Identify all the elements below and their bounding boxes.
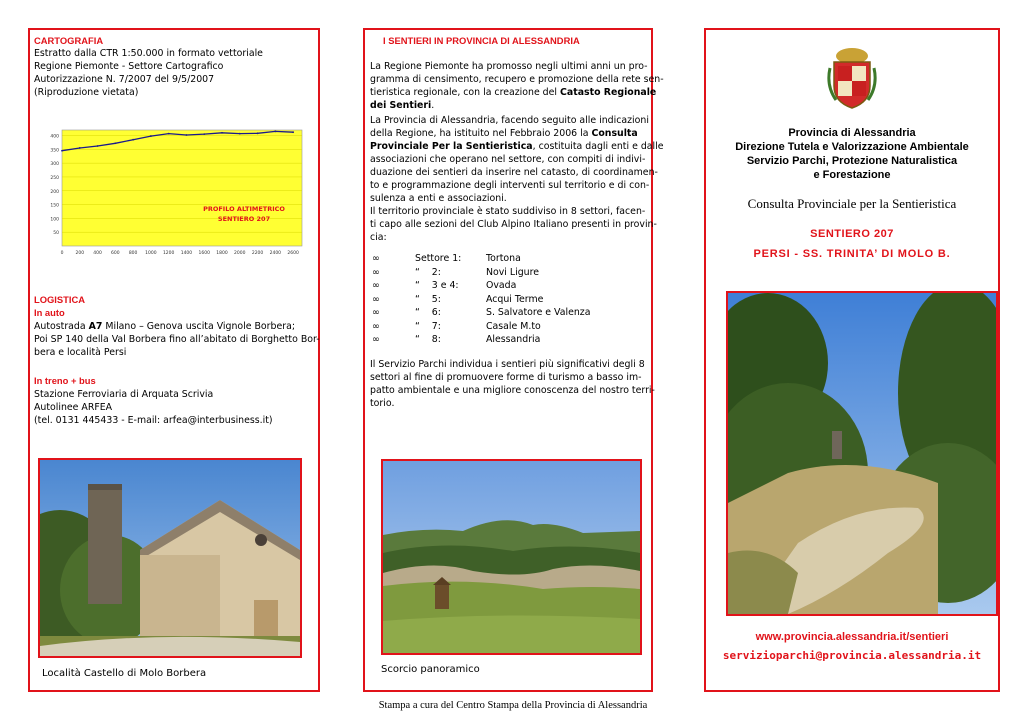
sector-bullet-icon: ∞ xyxy=(372,307,380,318)
route-name: PERSI - SS. TRINITA’ DI MOLO B. xyxy=(753,248,951,260)
org-line: Servizio Parchi, Protezione Naturalistica xyxy=(746,155,958,167)
treno-line: Autolinee ARFEA xyxy=(34,402,113,413)
sector-name: Alessandria xyxy=(486,334,541,345)
text-line: ti capo alle sezioni del Club Alpino Italiano presenti in provin- xyxy=(370,219,657,230)
text-line: settori al fine di promuovere forme di turismo a basso im- xyxy=(370,372,642,383)
chart-point xyxy=(257,132,259,134)
auto-line: bera e località Persi xyxy=(34,347,127,358)
sector-label: “ 6: xyxy=(415,307,441,318)
cartografia-line: Regione Piemonte - Settore Cartografico xyxy=(34,61,224,72)
coat-of-arms-icon xyxy=(826,46,878,110)
sector-label: Settore 1: xyxy=(415,253,462,264)
chart-xtick-label: 2400 xyxy=(269,251,282,256)
chart-xtick-label: 2600 xyxy=(287,251,299,256)
text-line: La Provincia di Alessandria, facendo seguito alle indicazioni xyxy=(370,115,649,126)
trail-photo xyxy=(726,291,998,616)
sector-name: Novi Ligure xyxy=(486,266,540,278)
text-line: patto ambientale e una migliore conoscenza del nostro terri- xyxy=(370,385,655,396)
church-photo xyxy=(38,458,302,658)
chart-ytick-label: 250 xyxy=(50,175,59,181)
text-line: La Regione Piemonte ha promosso negli ultimi anni un pro- xyxy=(370,61,648,72)
consulta-title: Consulta Provinciale per la Sentieristica xyxy=(747,196,957,211)
text-line: gramma di censimento, recupero e promozione della rete sen- xyxy=(370,74,664,85)
chart-ytick-label: 300 xyxy=(50,162,59,168)
chart-point xyxy=(239,133,241,135)
org-line: e Forestazione xyxy=(813,169,891,181)
sector-label: “ 5: xyxy=(415,293,441,305)
middle-title: I SENTIERI IN PROVINCIA DI ALESSANDRIA xyxy=(383,35,580,46)
chart-point xyxy=(132,139,134,141)
cartografia-line: Autorizzazione N. 7/2007 del 9/5/2007 xyxy=(34,74,215,85)
chart-xtick-label: 200 xyxy=(75,251,85,256)
text-line: Il Servizio Parchi individua i sentieri più significativi degli 8 xyxy=(370,359,645,370)
chart-point xyxy=(221,132,223,134)
text-line: cia: xyxy=(370,232,387,243)
sector-name: Acqui Terme xyxy=(486,293,544,305)
chart-xtick-label: 400 xyxy=(93,251,102,256)
auto-line: Poi SP 140 della Val Borbera fino all’abitato di Borghetto Bor- xyxy=(34,334,320,345)
sector-bullet-icon: ∞ xyxy=(372,334,380,345)
sector-label: “ 7: xyxy=(415,320,441,332)
chart-ytick-label: 150 xyxy=(50,203,59,209)
chart-ytick-label: 400 xyxy=(50,134,59,140)
text-line: torio. xyxy=(370,398,395,409)
treno-line: Stazione Ferroviaria di Arquata Scrivia xyxy=(34,389,214,400)
organization-block xyxy=(710,126,994,182)
text-line: Provinciale Per la Sentieristica, costituita dagli enti e dalle xyxy=(370,141,664,152)
sector-label: “ 8: xyxy=(415,334,441,345)
auto-line: Autostrada A7 Milano – Genova uscita Vignole Borbera; xyxy=(34,321,295,332)
chart-point xyxy=(186,134,188,136)
logistica-title: LOGISTICA xyxy=(34,294,86,305)
chart-point xyxy=(292,131,294,133)
cartografia-title: CARTOGRAFIA xyxy=(34,35,104,46)
sector-name: S. Salvatore e Valenza xyxy=(486,307,591,318)
chart-xtick-label: 1800 xyxy=(216,251,228,256)
sector-bullet-icon: ∞ xyxy=(372,266,380,278)
sector-bullet-icon: ∞ xyxy=(372,253,380,264)
sector-name: Casale M.to xyxy=(486,320,541,332)
org-line: Provincia di Alessandria xyxy=(788,127,916,139)
text-line: sulenza a enti e associazioni. xyxy=(370,193,507,204)
treno-title: In treno + bus xyxy=(34,375,96,386)
chart-xtick-label: 2000 xyxy=(234,251,246,256)
panorama-photo xyxy=(381,459,642,655)
text-line: tieristica regionale, con la creazione del Catasto Regionale xyxy=(370,87,657,98)
sector-bullet-icon: ∞ xyxy=(372,320,380,332)
chart-xtick-label: 1400 xyxy=(180,251,193,256)
text-line: duazione dei sentieri da inserire nel catasto, di coordinamen- xyxy=(370,167,658,178)
chart-title: PROFILO ALTIMETRICO xyxy=(203,205,285,213)
chart-subtitle: SENTIERO 207 xyxy=(217,215,271,223)
chart-point xyxy=(61,150,63,152)
chart-xtick-label: 2200 xyxy=(251,251,264,256)
email-link[interactable]: servizioparchi@provincia.alessandria.it xyxy=(722,649,982,662)
chart-point xyxy=(274,130,276,132)
church-photo-caption: Località Castello di Molo Borbera xyxy=(42,668,207,679)
text-line: della Regione, ha istituito nel Febbraio 2006 la Consulta xyxy=(370,128,638,139)
sector-label: “ 3 e 4: xyxy=(415,280,459,291)
chart-point xyxy=(203,133,205,135)
chart-plot-area xyxy=(62,130,302,246)
chart-point xyxy=(168,133,170,135)
sector-label: “ 2: xyxy=(415,266,441,278)
chart-xtick-label: 0 xyxy=(60,251,64,256)
text-line: dei Sentieri. xyxy=(370,100,435,111)
chart-ytick-label: 350 xyxy=(50,148,59,154)
sector-name: Tortona xyxy=(486,253,521,264)
website-link[interactable]: www.provincia.alessandria.it/sentieri xyxy=(755,631,949,643)
auto-title: In auto xyxy=(34,307,65,318)
sentiero-number: SENTIERO 207 xyxy=(810,228,894,240)
chart-point xyxy=(150,135,152,137)
text-line: to e programmazione degli interventi sul territorio e di con- xyxy=(370,180,650,191)
sector-name: Ovada xyxy=(486,280,517,291)
chart-point xyxy=(79,147,81,149)
text-line: Il territorio provinciale è stato suddiviso in 8 settori, facen- xyxy=(370,206,646,217)
text-line: associazioni che operano nel settore, con compiti di indivi- xyxy=(370,154,646,165)
chart-ytick-label: 200 xyxy=(50,189,59,195)
chart-xtick-label: 1600 xyxy=(198,251,210,256)
chart-ytick-label: 50 xyxy=(53,231,59,237)
footer-credit: Stampa a cura del Centro Stampa della Provincia di Alessandria xyxy=(378,700,648,711)
treno-line: (tel. 0131 445433 - E-mail: arfea@interbusiness.it) xyxy=(34,415,273,426)
sector-bullet-icon: ∞ xyxy=(372,293,380,305)
chart-point xyxy=(114,142,116,144)
cartografia-line: (Riproduzione vietata) xyxy=(34,87,139,98)
sector-bullet-icon: ∞ xyxy=(372,280,380,291)
chart-xtick-label: 800 xyxy=(128,251,138,256)
chart-xtick-label: 1200 xyxy=(162,251,175,256)
panorama-photo-caption: Scorcio panoramico xyxy=(381,664,480,675)
chart-xtick-label: 600 xyxy=(111,251,120,256)
elevation-profile-chart xyxy=(44,126,306,258)
org-line: Direzione Tutela e Valorizzazione Ambientale xyxy=(735,141,969,153)
cartografia-line: Estratto dalla CTR 1:50.000 in formato vettoriale xyxy=(34,48,263,59)
chart-xtick-label: 1000 xyxy=(145,251,157,256)
chart-point xyxy=(97,145,99,147)
chart-ytick-label: 100 xyxy=(50,217,59,223)
